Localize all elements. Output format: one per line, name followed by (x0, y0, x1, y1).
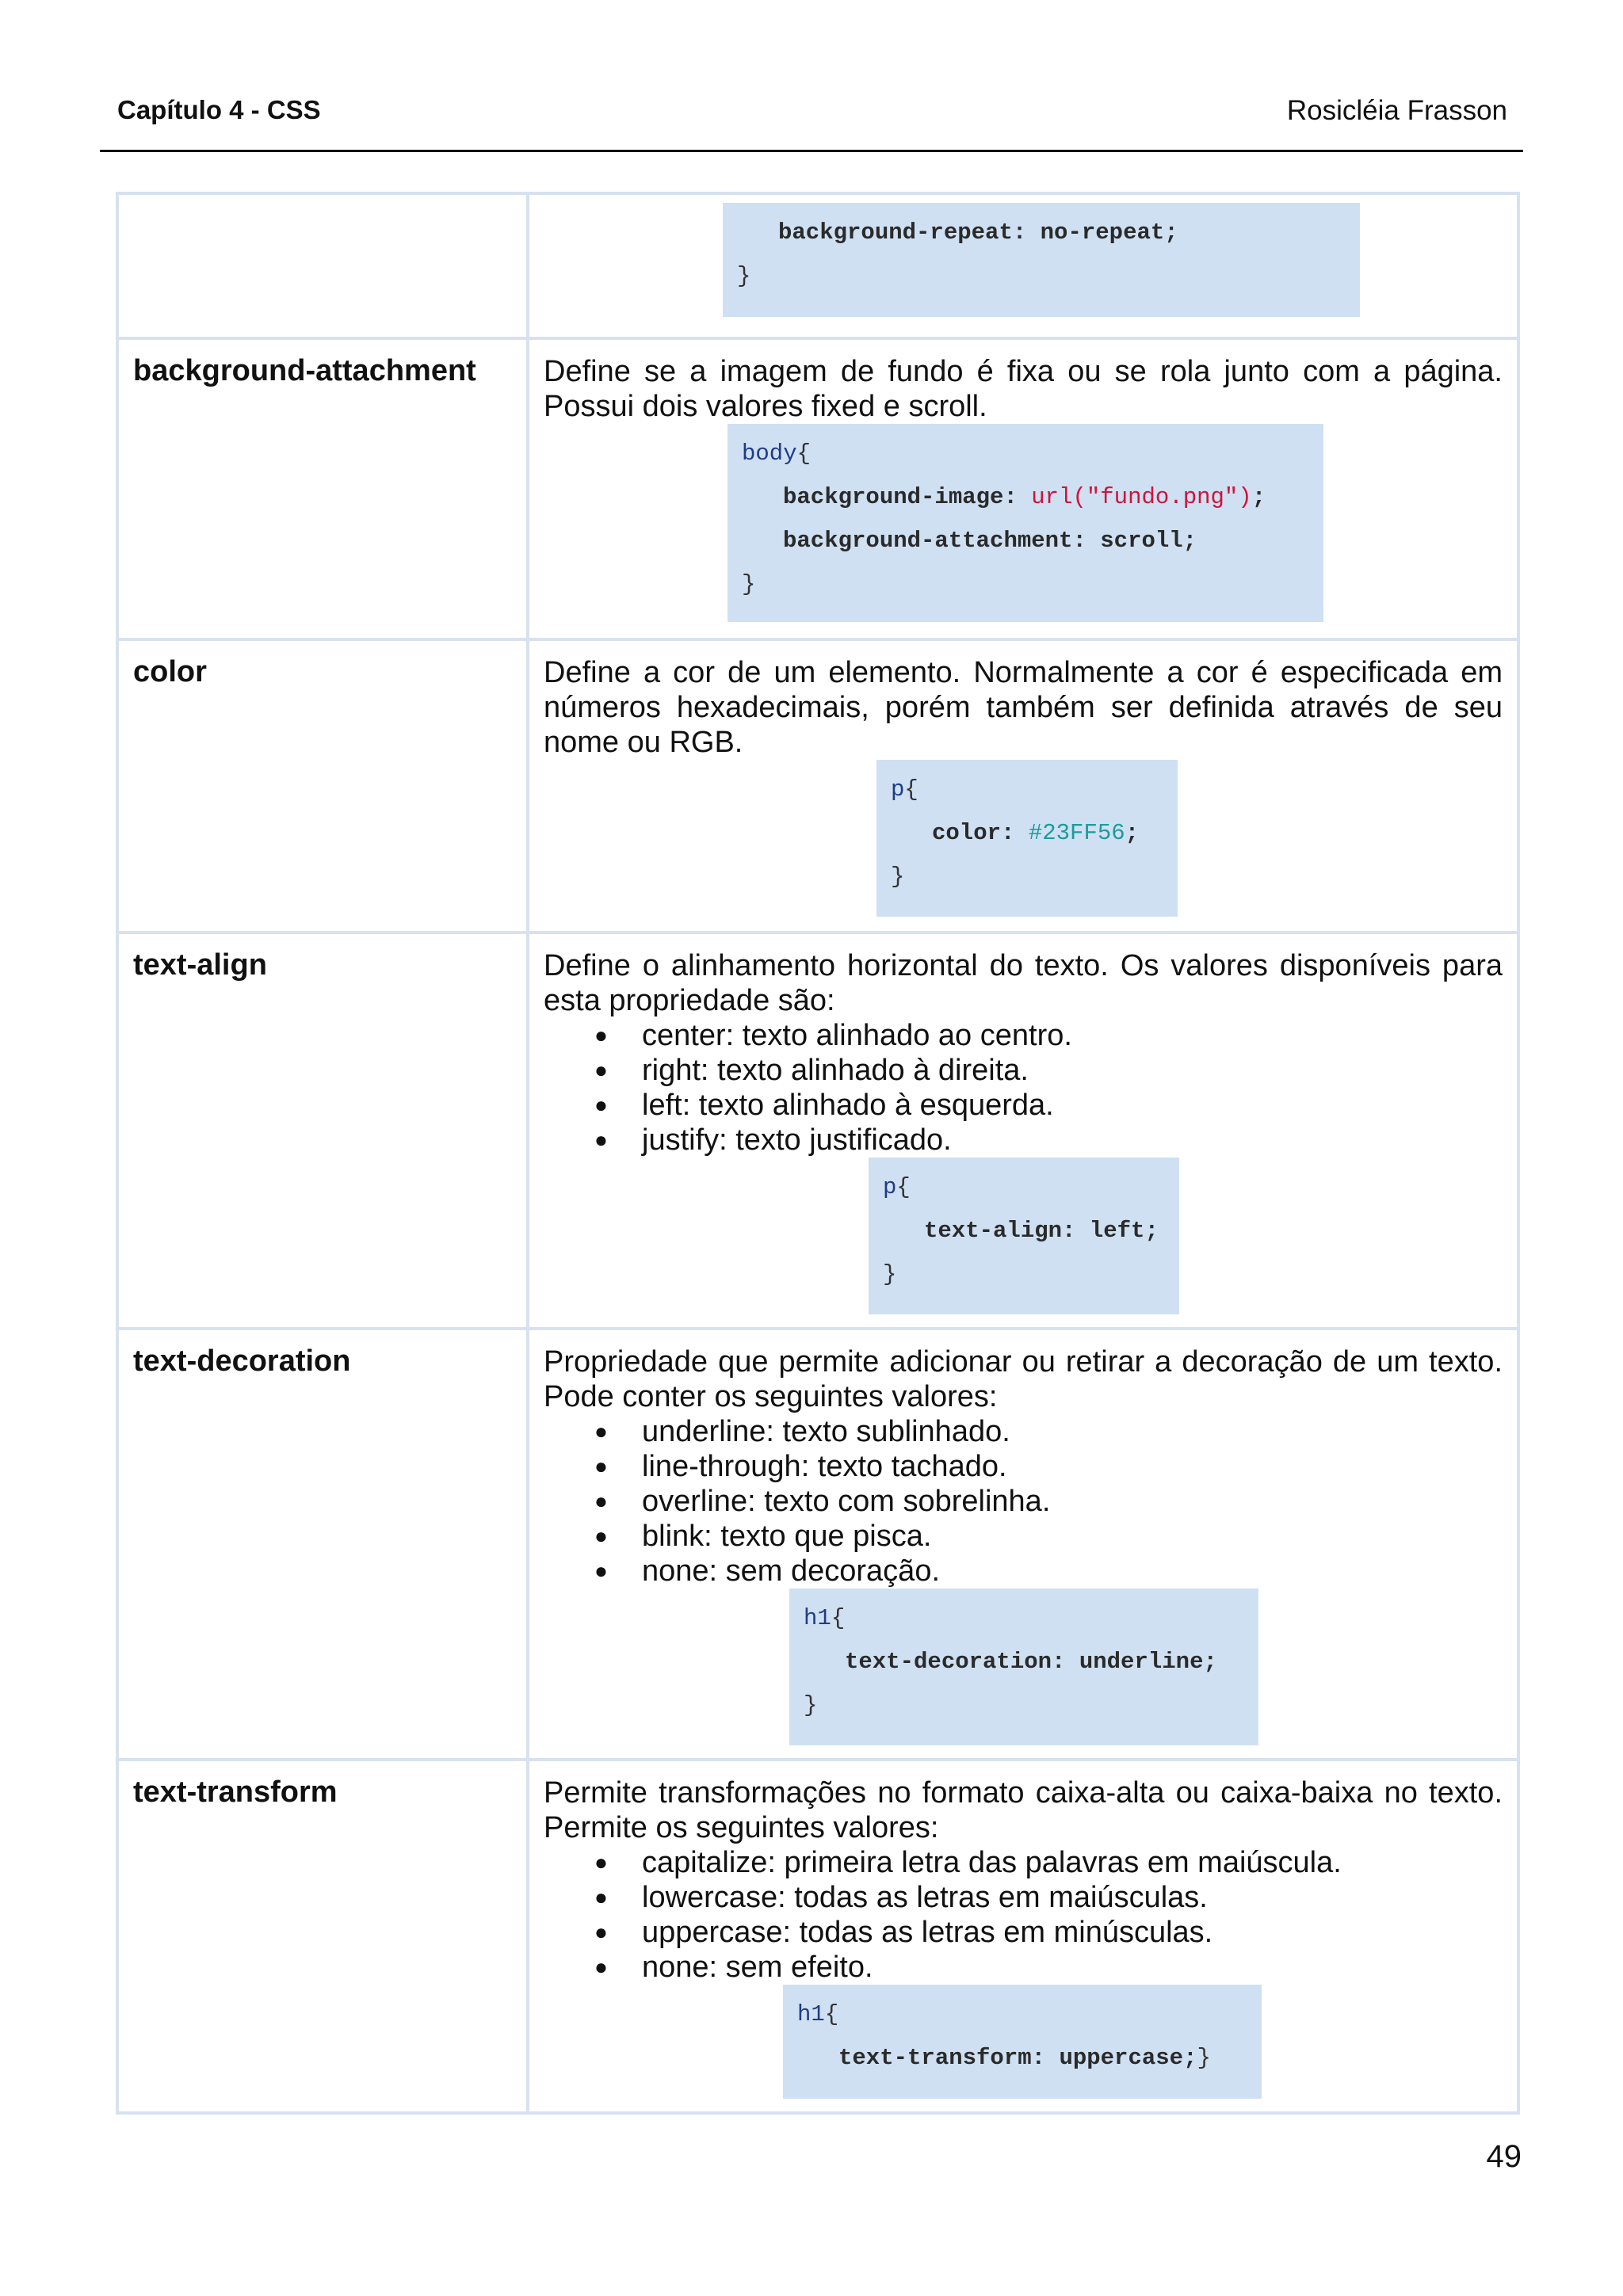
property-description: Permite transformações no formato caixa-alta ou caixa-baixa no texto. Permite os seguintes valores: (544, 1776, 1503, 1844)
code-token: background-attachment: scroll; (783, 528, 1197, 554)
list-item: ● none: sem efeito. (642, 1950, 1503, 1985)
property-name: color (117, 639, 528, 933)
list-item: ● blink: texto que pisca. (642, 1519, 1503, 1554)
property-name: background-attachment (117, 338, 528, 639)
value-list (544, 1018, 1503, 1158)
code-example (876, 760, 1178, 917)
code-token: body (742, 441, 797, 467)
code-token: color: (932, 820, 1029, 846)
code-token: { (796, 441, 812, 467)
code-token: } (804, 1692, 818, 1718)
property-description-cell (528, 338, 1518, 639)
code-token: background-repeat: no-repeat; (778, 219, 1178, 246)
list-item: ● capitalize: primeira letra das palavras em maiúscula. (642, 1845, 1503, 1880)
header-divider (100, 150, 1523, 152)
code-example (869, 1158, 1179, 1314)
value-list (544, 1845, 1503, 1985)
code-example (789, 1589, 1258, 1745)
code-token: background-image: (783, 484, 1032, 510)
list-item: ● lowercase: todas as letras em maiúsculas. (642, 1880, 1503, 1915)
property-description-cell (528, 639, 1518, 933)
property-description: Define o alinhamento horizontal do texto. Os valores disponíveis para esta propriedade são: (544, 949, 1503, 1017)
code-line (804, 1640, 1244, 1684)
property-name: text-transform (117, 1760, 528, 2113)
code-token: } (891, 864, 905, 890)
code-token: } (1197, 2045, 1211, 2071)
code-line (804, 1596, 1244, 1640)
list-item: ● uppercase: todas as letras em minúsculas. (642, 1915, 1503, 1950)
code-line (883, 1253, 1165, 1296)
list-item: ● none: sem decoração. (642, 1554, 1503, 1589)
code-line (797, 2036, 1247, 2080)
code-token: h1 (804, 1605, 831, 1631)
property-description-cell (528, 1760, 1518, 2113)
code-token: ; (1251, 484, 1266, 510)
list-item: ● overline: texto com sobrelinha. (642, 1484, 1503, 1519)
table-row (117, 338, 1518, 639)
code-line (891, 811, 1163, 855)
code-token: } (883, 1261, 897, 1287)
code-token: text-transform: uppercase; (838, 2045, 1197, 2071)
code-line (742, 432, 1309, 475)
list-item: ● underline: texto sublinhado. (642, 1414, 1503, 1449)
table-row (117, 1760, 1518, 2113)
table-row (117, 933, 1518, 1329)
property-description-cell (528, 933, 1518, 1329)
author-name: Rosicléia Frasson (1286, 95, 1507, 126)
list-item: ● line-through: texto tachado. (642, 1449, 1503, 1484)
code-token: url("fundo.png") (1031, 484, 1252, 510)
property-description-cell (528, 193, 1518, 338)
list-item: ● center: texto alinhado ao centro. (642, 1018, 1503, 1053)
code-line (804, 1684, 1244, 1727)
code-token: text-align: left; (924, 1218, 1159, 1244)
code-token: h1 (797, 2001, 825, 2027)
code-token: } (737, 263, 751, 289)
property-description-cell (528, 1329, 1518, 1760)
list-item: ● justify: texto justificado. (642, 1123, 1503, 1158)
code-token: p (891, 776, 905, 803)
code-line (883, 1209, 1165, 1253)
code-token: } (742, 571, 756, 597)
property-name: text-align (117, 933, 528, 1329)
code-line (891, 855, 1163, 898)
code-token: p (883, 1174, 897, 1200)
code-line (742, 563, 1309, 606)
code-example (723, 203, 1360, 317)
code-line (737, 211, 1346, 254)
code-line (742, 519, 1309, 563)
property-name: text-decoration (117, 1329, 528, 1760)
list-item: ● right: texto alinhado à direita. (642, 1053, 1503, 1088)
code-line (891, 768, 1163, 811)
code-token: #23FF56 (1028, 820, 1125, 846)
list-item: ● left: texto alinhado à esquerda. (642, 1088, 1503, 1123)
code-token: { (824, 2001, 839, 2027)
chapter-title: Capítulo 4 - CSS (117, 95, 321, 124)
code-line (737, 254, 1346, 298)
table-row (117, 639, 1518, 933)
css-properties-table (116, 192, 1520, 2115)
code-line (883, 1165, 1165, 1209)
property-description: Propriedade que permite adicionar ou retirar a decoração de um texto. Pode conter os seguintes valores: (544, 1345, 1503, 1413)
table-row (117, 193, 1518, 338)
property-description: Define a cor de um elemento. Normalmente a cor é especificada em números hexadecimais, porém também ser definida através de seu nome ou RGB. (544, 656, 1503, 759)
code-token: { (896, 1174, 911, 1200)
property-description: Define se a imagem de fundo é fixa ou se rola junto com a página. Possui dois valores fixed e scroll. (544, 355, 1503, 423)
code-token: { (831, 1605, 846, 1631)
code-token: { (904, 776, 918, 803)
value-list (544, 1414, 1503, 1589)
code-line (742, 475, 1309, 519)
code-example (727, 424, 1323, 622)
code-example (783, 1985, 1262, 2099)
code-token: ; (1125, 820, 1140, 846)
code-line (797, 1993, 1247, 2036)
property-name (117, 193, 528, 338)
table-row (117, 1329, 1518, 1760)
code-token: text-decoration: underline; (845, 1649, 1217, 1675)
page-number: 49 (1486, 2139, 1522, 2174)
